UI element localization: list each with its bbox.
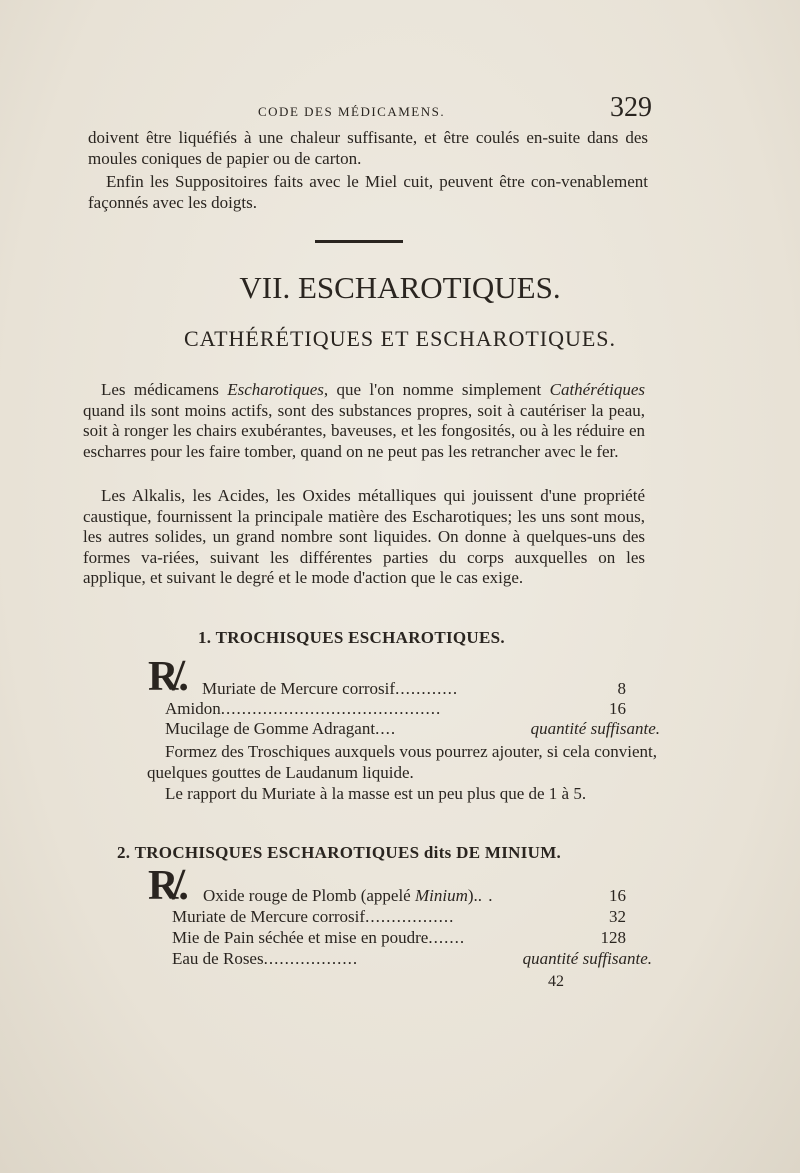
leader-dots: ................. — [365, 907, 455, 926]
formula-1-note-1: Formez des Troschiques auxquels vous pourrez ajouter, si cela convient, quelques gouttes de Laudanum liquide. — [147, 742, 657, 782]
formula-2-item — [203, 886, 494, 906]
formula-2-item — [172, 949, 358, 969]
leader-dots: . . — [477, 886, 494, 905]
formula-1-item — [165, 699, 441, 719]
body-paragraph-1 — [83, 380, 645, 462]
formula-1-note-2: Le rapport du Muriate à la masse est un peu plus que de 1 à 5. — [165, 784, 587, 803]
item-quantity: quantité suffisante. — [522, 949, 652, 968]
signature-mark: 42 — [548, 973, 564, 990]
item-quantity: 8 — [617, 679, 626, 698]
section-title: VII. ESCHAROTIQUES. — [239, 270, 561, 305]
item-name-minium: Minium — [414, 886, 468, 905]
formula-2-heading: 2. TROCHISQUES ESCHAROTIQUES dits DE MINIUM. — [117, 843, 562, 862]
item-name: Mucilage de Gomme Adragant — [165, 719, 376, 738]
p1-text-a: Les médicamens — [101, 380, 228, 399]
section-divider — [315, 240, 403, 243]
item-name: Amidon — [165, 699, 221, 718]
leader-dots: .................. — [263, 949, 359, 968]
item-quantity: 16 — [609, 886, 626, 905]
running-header — [0, 92, 800, 126]
p1-text-b: , que l'on nomme simplement — [323, 380, 550, 399]
item-name: Muriate de Mercure corrosif — [202, 679, 396, 698]
formula-2-item — [172, 928, 465, 948]
item-name: Oxide rouge de Plomb (appelé — [203, 886, 415, 905]
p1-text-c: quand ils sont moins actifs, sont des substances propres, soit à cautériser la peau, soit à ronger les chairs exubérantes, baveuses, et les fongosités, ou à les réduire en escharres pour les faire tomber, quand on ne peut pas les retrancher avec le fer. — [83, 400, 645, 461]
recipe-symbol-1: R̸. — [148, 654, 189, 700]
item-name: Eau de Roses — [172, 949, 264, 968]
intro-paragraph-2: Enfin les Suppositoires faits avec le Miel cuit, peuvent être con-venablement façonnés avec les doigts. — [88, 172, 648, 212]
item-name: Mie de Pain séchée et mise en poudre — [172, 928, 429, 947]
intro-paragraph-1: doivent être liquéfiés à une chaleur suffisante, et être coulés en-suite dans des moules coniques de papier ou de carton. — [88, 128, 648, 168]
leader-dots: ............ — [395, 679, 459, 698]
item-name: Muriate de Mercure corrosif — [172, 907, 366, 926]
leader-dots: .......................................... — [220, 699, 442, 718]
item-quantity: quantité suffisante. — [530, 719, 660, 738]
item-quantity: 16 — [609, 699, 626, 718]
section-subtitle: CATHÉRÉTIQUES ET ESCHAROTIQUES. — [183, 326, 617, 351]
running-title: CODE DES MÉDICAMENS. — [258, 104, 446, 119]
p1-term-escharotiques: Escharotiques — [227, 380, 324, 399]
body-paragraph-2: Les Alkalis, les Acides, les Oxides métalliques qui jouissent d'une propriété caustique, fournissent la principale matière des Escharotiques; les uns sont mous, les autres solides, un grand nombre sont liquides. On donne à quelques-uns des formes va-riées, suivant les différentes parties du corps auxquelles on les applique, et suivant le degré et le mode d'action que le cas exige. — [83, 486, 645, 587]
item-quantity: 32 — [609, 907, 626, 926]
formula-2-item — [172, 907, 454, 927]
formula-1-heading: 1. TROCHISQUES ESCHAROTIQUES. — [198, 628, 505, 647]
formula-1-item — [165, 719, 396, 739]
leader-dots: .... — [375, 719, 397, 738]
item-name-end: ). — [467, 886, 478, 905]
formula-1-item — [202, 679, 458, 699]
page-number: 329 — [610, 92, 652, 123]
recipe-symbol-2: R̸. — [148, 863, 189, 909]
leader-dots: ....... — [428, 928, 466, 947]
item-quantity: 128 — [600, 928, 626, 947]
p1-term-catheretiques: Cathérétiques — [549, 380, 645, 399]
